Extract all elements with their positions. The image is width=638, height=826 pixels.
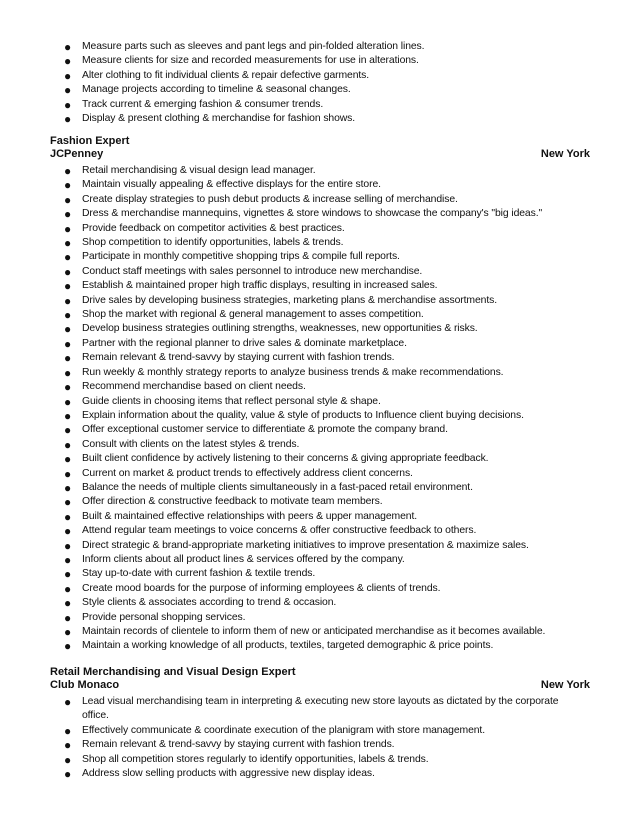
bullet-icon: ● bbox=[64, 322, 72, 337]
intro-section bbox=[50, 40, 590, 126]
list-item bbox=[50, 495, 590, 509]
bullet-icon: ● bbox=[64, 308, 72, 323]
bullet-icon: ● bbox=[64, 192, 72, 207]
list-item bbox=[50, 539, 590, 553]
bullet-text: Conduct staff meetings with sales personnel to introduce new merchandise. bbox=[82, 265, 423, 277]
bullet-icon: ● bbox=[64, 480, 72, 495]
list-item bbox=[50, 639, 590, 653]
bullet-icon: ● bbox=[64, 112, 72, 127]
list-item bbox=[50, 351, 590, 365]
bullet-icon: ● bbox=[64, 738, 72, 753]
bullet-icon: ● bbox=[64, 610, 72, 625]
bullet-icon: ● bbox=[64, 236, 72, 251]
bullet-text: Direct strategic & brand-appropriate marketing initiatives to improve presentation & maximize sales. bbox=[82, 539, 529, 551]
bullet-icon: ● bbox=[64, 452, 72, 467]
bullet-text: Maintain visually appealing & effective displays for the entire store. bbox=[82, 179, 381, 191]
bullet-icon: ● bbox=[64, 408, 72, 423]
bullet-text: Offer direction & constructive feedback to motivate team members. bbox=[82, 496, 383, 508]
bullet-text: Effectively communicate & coordinate execution of the planigram with store management. bbox=[82, 724, 486, 736]
bullet-text: Attend regular team meetings to voice concerns & offer constructive feedback to others. bbox=[82, 525, 477, 537]
bullet-text: Stay up-to-date with current fashion & textile trends. bbox=[82, 568, 316, 580]
bullet-text: Maintain a working knowledge of all products, textiles, targeted demographic & price points. bbox=[82, 640, 494, 652]
list-item bbox=[50, 767, 570, 781]
bullet-text: Maintain records of clientele to inform them of new or anticipated merchandise as it becomes available. bbox=[82, 626, 546, 637]
bullet-text: Inform clients about all product lines & services offered by the company. bbox=[82, 553, 405, 565]
bullet-icon: ● bbox=[64, 552, 72, 567]
list-item bbox=[50, 695, 570, 724]
bullet-icon: ● bbox=[64, 538, 72, 553]
list-item bbox=[50, 222, 590, 236]
bullet-icon: ● bbox=[64, 723, 72, 738]
bullet-icon: ● bbox=[64, 437, 72, 452]
list-item bbox=[50, 337, 590, 351]
bullet-text: Remain relevant & trend-savvy by staying current with fashion trends. bbox=[82, 739, 395, 751]
list-item bbox=[50, 207, 590, 221]
list-item bbox=[50, 164, 590, 178]
list-item bbox=[50, 250, 590, 264]
bullet-icon: ● bbox=[64, 207, 72, 222]
bullet-icon: ● bbox=[64, 97, 72, 112]
list-item bbox=[50, 524, 590, 538]
bullet-text: Built client confidence by actively listening to their concerns & giving appropriate feedback. bbox=[82, 453, 489, 465]
bullet-icon: ● bbox=[64, 336, 72, 351]
bullet-text: Display & present clothing & merchandise for fashion shows. bbox=[82, 113, 356, 125]
list-item bbox=[50, 467, 590, 481]
list-item bbox=[50, 510, 590, 524]
list-item bbox=[50, 83, 590, 97]
list-item bbox=[50, 98, 590, 112]
bullet-text: Retail merchandising & visual design lead manager. bbox=[82, 165, 316, 176]
bullet-icon: ● bbox=[64, 83, 72, 98]
list-item bbox=[50, 40, 590, 54]
bullet-text: Run weekly & monthly strategy reports to analyze business trends & make recommendations. bbox=[82, 366, 504, 378]
job-company: Club Monaco bbox=[50, 679, 120, 691]
bullet-text: Lead visual merchandising team in interpreting & executing new store layouts as dictated by the corporate office. bbox=[82, 696, 559, 722]
bullet-text: Balance the needs of multiple clients simultaneously in a fast-paced retail environment. bbox=[82, 481, 473, 493]
list-item bbox=[50, 423, 590, 437]
bullet-icon: ● bbox=[64, 625, 72, 639]
bullet-text: Shop competition to identify opportunities, labels & trends. bbox=[82, 237, 344, 249]
bullet-icon: ● bbox=[64, 68, 72, 83]
job-title: Fashion Expert bbox=[50, 135, 130, 147]
bullet-icon: ● bbox=[64, 365, 72, 380]
bullet-text: Create display strategies to push debut products & increase selling of merchandise. bbox=[82, 193, 458, 205]
bullet-text: Drive sales by developing business strategies, marketing plans & merchandise assortments. bbox=[82, 294, 498, 306]
bullet-icon: ● bbox=[64, 178, 72, 193]
bullet-icon: ● bbox=[64, 394, 72, 409]
list-item bbox=[50, 625, 590, 639]
list-item bbox=[50, 178, 590, 192]
bullet-icon: ● bbox=[64, 279, 72, 294]
bullet-icon: ● bbox=[64, 423, 72, 438]
job-section-1 bbox=[50, 666, 590, 781]
bullet-text: Provide personal shopping services. bbox=[82, 611, 246, 623]
list-item bbox=[50, 366, 590, 380]
job-company-line bbox=[50, 679, 590, 692]
list-item bbox=[50, 322, 590, 336]
job-bullet-list bbox=[50, 164, 590, 654]
bullet-text: Built & maintained effective relationships with peers & upper management. bbox=[82, 510, 418, 522]
list-item bbox=[50, 395, 590, 409]
list-item bbox=[50, 265, 590, 279]
bullet-text: Guide clients in choosing items that reflect personal style & shape. bbox=[82, 395, 381, 407]
bullet-text: Measure parts such as sleeves and pant legs and pin-folded alteration lines. bbox=[82, 41, 425, 52]
bullet-text: Create mood boards for the purpose of informing employees & clients of trends. bbox=[82, 582, 441, 594]
list-item bbox=[50, 69, 590, 83]
list-item bbox=[50, 596, 590, 610]
list-item bbox=[50, 438, 590, 452]
job-location: New York bbox=[540, 148, 590, 160]
bullet-icon: ● bbox=[64, 40, 72, 54]
bullet-text: Develop business strategies outlining strengths, weaknesses, new opportunities & risks. bbox=[82, 323, 478, 335]
bullet-text: Explain information about the quality, value & style of products to Influence client buying decisions. bbox=[82, 409, 524, 421]
bullet-icon: ● bbox=[64, 524, 72, 539]
job-location: New York bbox=[540, 679, 590, 691]
bullet-text: Style clients & associates according to trend & occasion. bbox=[82, 597, 337, 609]
bullet-text: Track current & emerging fashion & consumer trends. bbox=[82, 98, 324, 110]
job-title: Retail Merchandising and Visual Design Expert bbox=[50, 666, 296, 678]
bullet-text: Provide feedback on competitor activities & best practices. bbox=[82, 222, 345, 234]
list-item bbox=[50, 611, 590, 625]
bullet-text: Alter clothing to fit individual clients & repair defective garments. bbox=[82, 69, 370, 81]
bullet-text: Manage projects according to timeline & seasonal changes. bbox=[82, 84, 351, 96]
list-item bbox=[50, 753, 570, 767]
bullet-icon: ● bbox=[64, 752, 72, 767]
list-item bbox=[50, 294, 590, 308]
list-item bbox=[50, 738, 570, 752]
bullet-text: Current on market & product trends to effectively address client concerns. bbox=[82, 467, 413, 479]
bullet-icon: ● bbox=[64, 466, 72, 481]
list-item bbox=[50, 54, 590, 68]
bullet-icon: ● bbox=[64, 351, 72, 366]
list-item bbox=[50, 481, 590, 495]
bullet-text: Recommend merchandise based on client needs. bbox=[82, 381, 306, 393]
list-item bbox=[50, 567, 590, 581]
bullet-text: Address slow selling products with aggressive new display ideas. bbox=[82, 768, 375, 780]
job-company-line bbox=[50, 148, 590, 161]
list-item bbox=[50, 308, 590, 322]
list-item bbox=[50, 452, 590, 466]
bullet-text: Remain relevant & trend-savvy by staying current with fashion trends. bbox=[82, 352, 395, 364]
list-item bbox=[50, 582, 590, 596]
bullet-icon: ● bbox=[64, 250, 72, 265]
bullet-text: Partner with the regional planner to drive sales & dominate marketplace. bbox=[82, 337, 407, 349]
bullet-text: Consult with clients on the latest styles & trends. bbox=[82, 438, 300, 450]
list-item bbox=[50, 236, 590, 250]
list-item bbox=[50, 193, 590, 207]
bullet-icon: ● bbox=[64, 767, 72, 782]
list-item bbox=[50, 409, 590, 423]
bullet-text: Shop all competition stores regularly to identify opportunities, labels & trends. bbox=[82, 753, 429, 765]
bullet-icon: ● bbox=[64, 581, 72, 596]
bullet-icon: ● bbox=[64, 54, 72, 69]
list-item bbox=[50, 279, 590, 293]
bullet-icon: ● bbox=[64, 639, 72, 654]
bullet-text: Dress & merchandise mannequins, vignettes & store windows to showcase the company's "big ideas." bbox=[82, 208, 543, 220]
bullet-text: Establish & maintained proper high traffic displays, resulting in increased sales. bbox=[82, 280, 438, 292]
job-section-0 bbox=[50, 135, 590, 654]
bullet-icon: ● bbox=[64, 509, 72, 524]
list-item bbox=[50, 724, 570, 738]
bullet-icon: ● bbox=[64, 380, 72, 395]
job-company: JCPenney bbox=[50, 148, 104, 160]
intro-bullet-list bbox=[50, 40, 590, 126]
list-item bbox=[50, 553, 590, 567]
job-bullet-list bbox=[50, 695, 590, 781]
bullet-text: Shop the market with regional & general management to asses competition. bbox=[82, 309, 424, 321]
list-item bbox=[50, 380, 590, 394]
bullet-icon: ● bbox=[64, 221, 72, 236]
bullet-text: Measure clients for size and recorded measurements for use in alterations. bbox=[82, 55, 419, 67]
bullet-icon: ● bbox=[64, 567, 72, 582]
list-item bbox=[50, 112, 590, 126]
bullet-text: Participate in monthly competitive shopping trips & compile full reports. bbox=[82, 251, 400, 263]
bullet-icon: ● bbox=[64, 695, 72, 709]
bullet-icon: ● bbox=[64, 164, 72, 178]
bullet-icon: ● bbox=[64, 293, 72, 308]
bullet-icon: ● bbox=[64, 264, 72, 279]
bullet-icon: ● bbox=[64, 495, 72, 510]
bullet-text: Offer exceptional customer service to differentiate & promote the company brand. bbox=[82, 424, 448, 436]
bullet-icon: ● bbox=[64, 596, 72, 611]
